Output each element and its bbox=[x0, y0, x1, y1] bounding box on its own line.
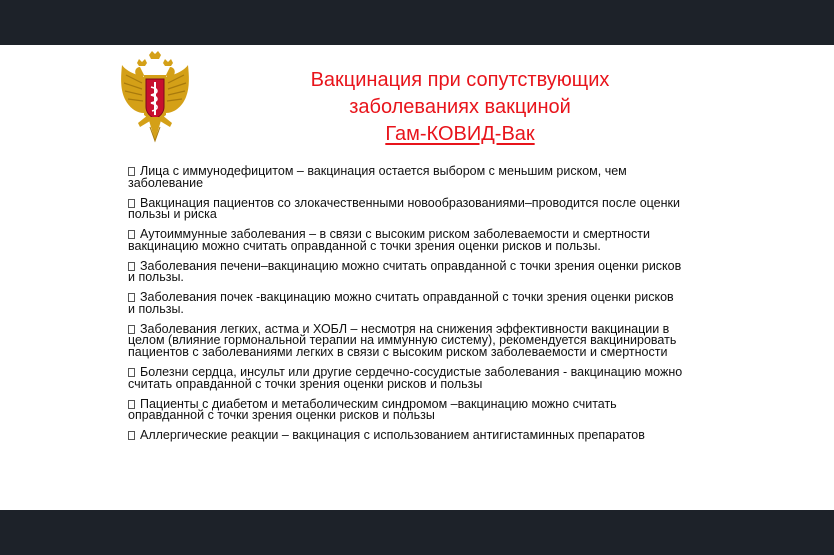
slide-title-line-3-text: Гам-КОВИД-Вак bbox=[385, 123, 535, 145]
list-item bbox=[128, 321, 748, 360]
list-item bbox=[128, 258, 748, 285]
slide-title-line-1: Вакцинация при сопутствующих bbox=[310, 69, 610, 91]
double-headed-eagle-emblem-icon bbox=[118, 51, 192, 145]
list-item-text: Заболевания почек -вакцинацию можно считать оправданной с точки зрения оценки рисков и пользы. bbox=[128, 290, 674, 316]
list-item bbox=[128, 396, 748, 423]
letterbox-bottom bbox=[0, 510, 834, 555]
square-bullet-icon bbox=[128, 431, 135, 440]
list-item-text: Болезни сердца, инсульт или другие сердечно-сосудистые заболевания - вакцинацию можно считать оправданной с точки зрения оценки рисков и пользы bbox=[128, 365, 683, 391]
list-item bbox=[128, 166, 748, 189]
bullet-list bbox=[128, 166, 748, 450]
list-item-text: Аллергические реакции – вакцинация с использованием антигистаминных препаратов bbox=[140, 428, 645, 443]
list-item bbox=[128, 229, 748, 252]
list-item-text: Заболевания легких, астма и ХОБЛ – несмотря на снижения эффективности вакцинации в целом (влияние гормональной терапии на иммунную систему), рекомендуется вакцинировать пациентов с заболеваниями легких в связи с высоким риском заболеваемости и смертности bbox=[128, 321, 677, 360]
list-item bbox=[128, 195, 748, 222]
list-item bbox=[128, 430, 748, 442]
list-item-text: Заболевания печени–вакцинацию можно считать оправданной с точки зрения оценки рисков и пользы. bbox=[128, 258, 682, 285]
list-item-text: Аутоиммунные заболевания – в связи с высоким риском заболеваемости и смертности вакцинацию можно считать оправданной с точки зрения оценки рисков и пользы. bbox=[128, 227, 650, 253]
letterbox-top bbox=[0, 0, 834, 45]
list-item bbox=[128, 367, 748, 390]
slide-title-line-3 bbox=[250, 121, 670, 148]
slide-title-line-2: заболеваниях вакциной bbox=[349, 96, 571, 118]
list-item-text: Лица с иммунодефицитом – вакцинация остается выбором с меньшим риском, чем заболевание bbox=[128, 164, 627, 190]
slide bbox=[0, 45, 834, 510]
slide-title bbox=[250, 67, 670, 148]
list-item bbox=[128, 292, 748, 315]
list-item-text: Пациенты с диабетом и метаболическим синдромом –вакцинацию можно считать оправданной с точки зрения оценки рисков и пользы bbox=[128, 396, 617, 423]
list-item-text: Вакцинация пациентов со злокачественными новообразованиями–проводится после оценки пользы и риска bbox=[128, 195, 680, 222]
